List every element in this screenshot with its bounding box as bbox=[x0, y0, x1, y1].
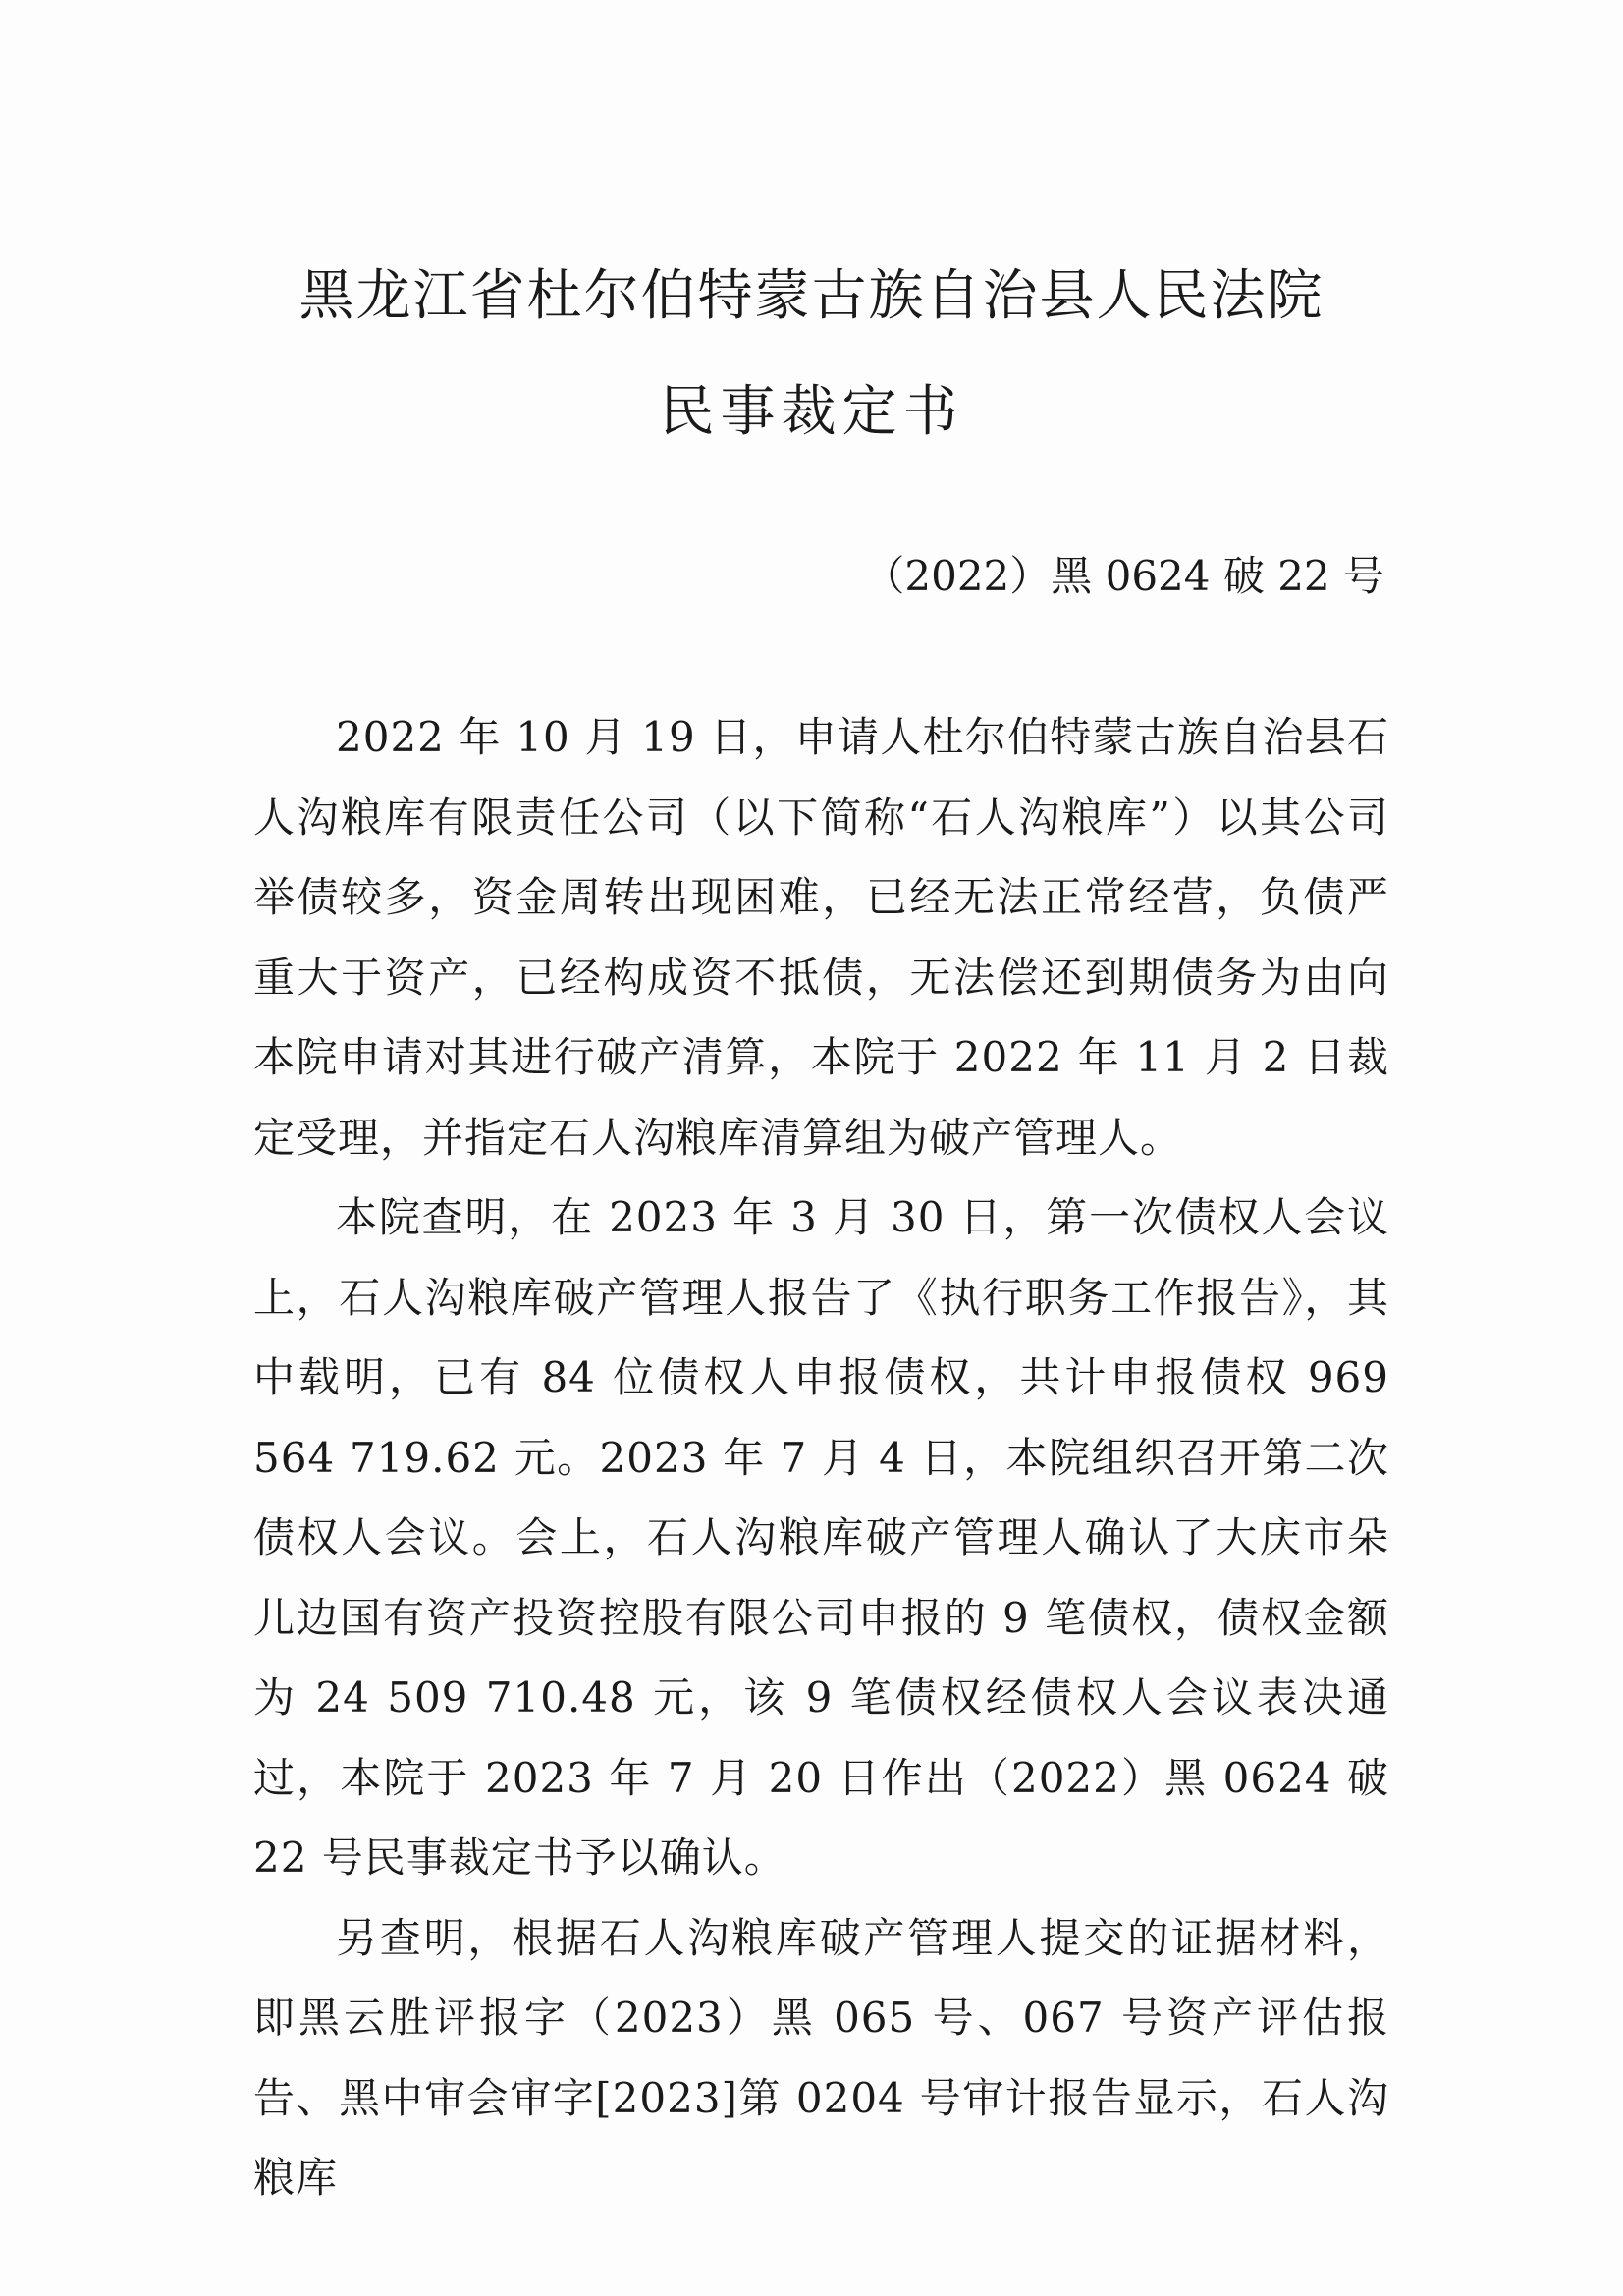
document-type-heading: 民事裁定书 bbox=[659, 380, 964, 444]
document-body bbox=[253, 697, 1389, 2218]
court-name-heading: 黑龙江省杜尔伯特蒙古族自治县人民法院 bbox=[298, 264, 1325, 328]
paragraph-3: 另查明，根据石人沟粮库破产管理人提交的证据材料，即黑云胜评报字（2023）黑 065 号、067 号资产评估报告、黑中审会审字[2023]第 0204 号审计报告显示，石人沟粮库 bbox=[253, 1913, 1389, 2202]
case-number: （2022）黑 0624 破 22 号 bbox=[863, 552, 1384, 600]
paragraph-2: 本院查明，在 2023 年 3 月 30 日，第一次债权人会议上，石人沟粮库破产管理人报告了《执行职务工作报告》，其中载明，已有 84 位债权人申报债权，共计申报债权 969 564 719.62 元。2023 年 7 月 4 日，本院组织召开第二次债权人会议。会上，石人沟粮库破产管理人确认了大庆市朵儿边国有资产投资控股有限公司申报的 9 笔债权，债权金额为 24 509 710.48 元，该 9 笔债权经债权人会议表决通过，本院于 2023 年 7 月 20 日作出（2022）黑 0624 破 22 号民事裁定书予以确认。 bbox=[253, 1193, 1389, 1882]
paragraph-1: 2022 年 10 月 19 日，申请人杜尔伯特蒙古族自治县石人沟粮库有限责任公司（以下简称“石人沟粮库”）以其公司举债较多，资金周转出现困难，已经无法正常经营，负债严重大于资产，已经构成资不抵债，无法偿还到期债务为由向本院申请对其进行破产清算，本院于 2022 年 11 月 2 日裁定受理，并指定石人沟粮库清算组为破产管理人。 bbox=[253, 713, 1389, 1162]
